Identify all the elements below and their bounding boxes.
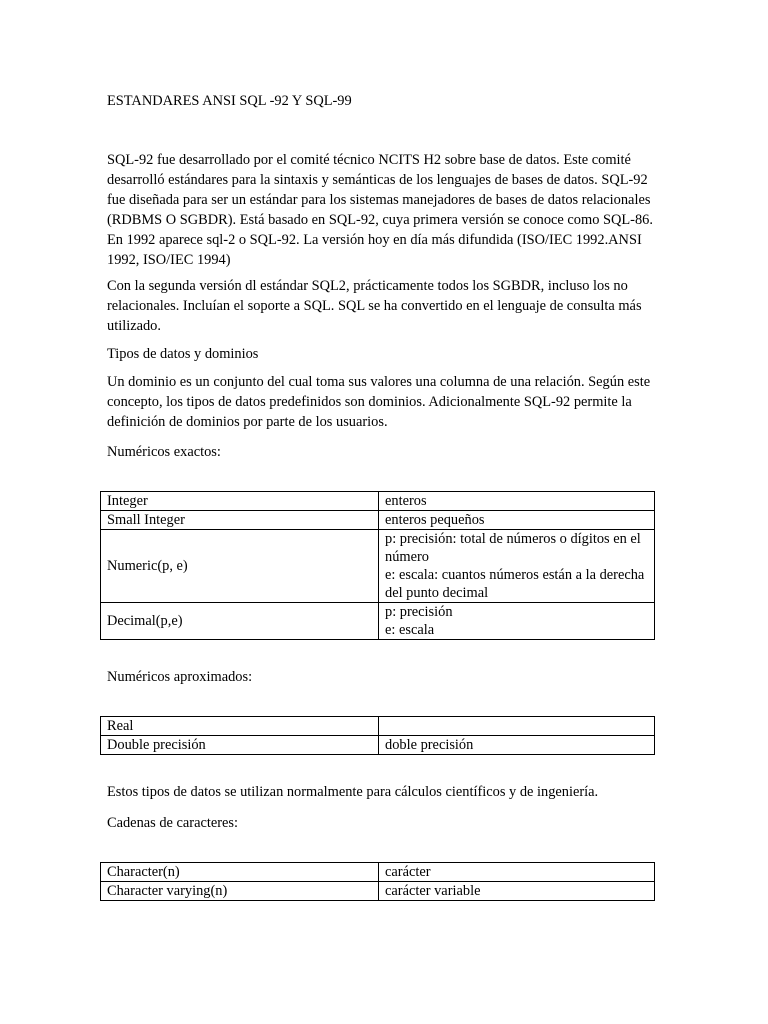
table-row — [101, 530, 655, 603]
table-row — [101, 736, 655, 755]
description-cell: carácter variable — [379, 882, 655, 901]
type-cell: Integer — [101, 492, 379, 511]
table-row — [101, 511, 655, 530]
type-cell: Character varying(n) — [101, 882, 379, 901]
description-cell: p: precisión: total de números o dígitos en el número e: escala: cuantos números están a la derecha del punto decimal — [379, 530, 655, 603]
type-cell: Small Integer — [101, 511, 379, 530]
table-row — [101, 717, 655, 736]
table-numericos-exactos — [100, 491, 655, 640]
table-row — [101, 882, 655, 901]
heading-tipos-de-datos: Tipos de datos y dominios — [107, 346, 259, 362]
heading-numericos-exactos: Numéricos exactos: — [107, 444, 221, 460]
paragraph-sql2-version: Con la segunda versión dl estándar SQL2, prácticamente todos los SGBDR, incluso los no relacionales. Incluían el soporte a SQL. SQL se ha convertido en el lenguaje de consulta más utilizado. — [107, 278, 642, 334]
type-cell: Numeric(p, e) — [101, 530, 379, 603]
paragraph-calculos: Estos tipos de datos se utilizan normalmente para cálculos científicos y de ingeniería. — [107, 784, 599, 800]
description-cell: p: precisión e: escala — [379, 603, 655, 640]
document-title: ESTANDARES ANSI SQL -92 Y SQL-99 — [107, 93, 352, 109]
paragraph-dominio: Un dominio es un conjunto del cual toma sus valores una columna de una relación. Según este concepto, los tipos de datos predefinidos son dominios. Adicionalmente SQL-92 permite la definición de dominios por parte de los usuarios. — [107, 374, 651, 430]
description-cell: doble precisión — [379, 736, 655, 755]
type-cell: Double precisión — [101, 736, 379, 755]
table-numericos-aproximados — [100, 716, 655, 755]
table-row — [101, 863, 655, 882]
description-cell: carácter — [379, 863, 655, 882]
type-cell: Decimal(p,e) — [101, 603, 379, 640]
description-cell: enteros pequeños — [379, 511, 655, 530]
type-cell: Character(n) — [101, 863, 379, 882]
paragraph-sql92-intro: SQL-92 fue desarrollado por el comité técnico NCITS H2 sobre base de datos. Este comité desarrolló estándares para la sintaxis y semánticas de los lenguajes de bases de datos. SQL-92 fue diseñada para ser un estándar para los sistemas manejadores de bases de datos relacionales (RDBMS O SGBDR). Está basado en SQL-92, cuya primera versión se conoce como SQL-86. En 1992 aparece sql-2 o SQL-92. La versión hoy en día más difundida (ISO/IEC 1992.ANSI 1992, ISO/IEC 1994) — [107, 152, 653, 268]
description-cell — [379, 717, 655, 736]
type-cell: Real — [101, 717, 379, 736]
table-row — [101, 492, 655, 511]
description-cell: enteros — [379, 492, 655, 511]
table-cadenas-de-caracteres — [100, 862, 655, 901]
table-row — [101, 603, 655, 640]
heading-cadenas: Cadenas de caracteres: — [107, 815, 239, 831]
heading-numericos-aproximados: Numéricos aproximados: — [107, 669, 253, 685]
